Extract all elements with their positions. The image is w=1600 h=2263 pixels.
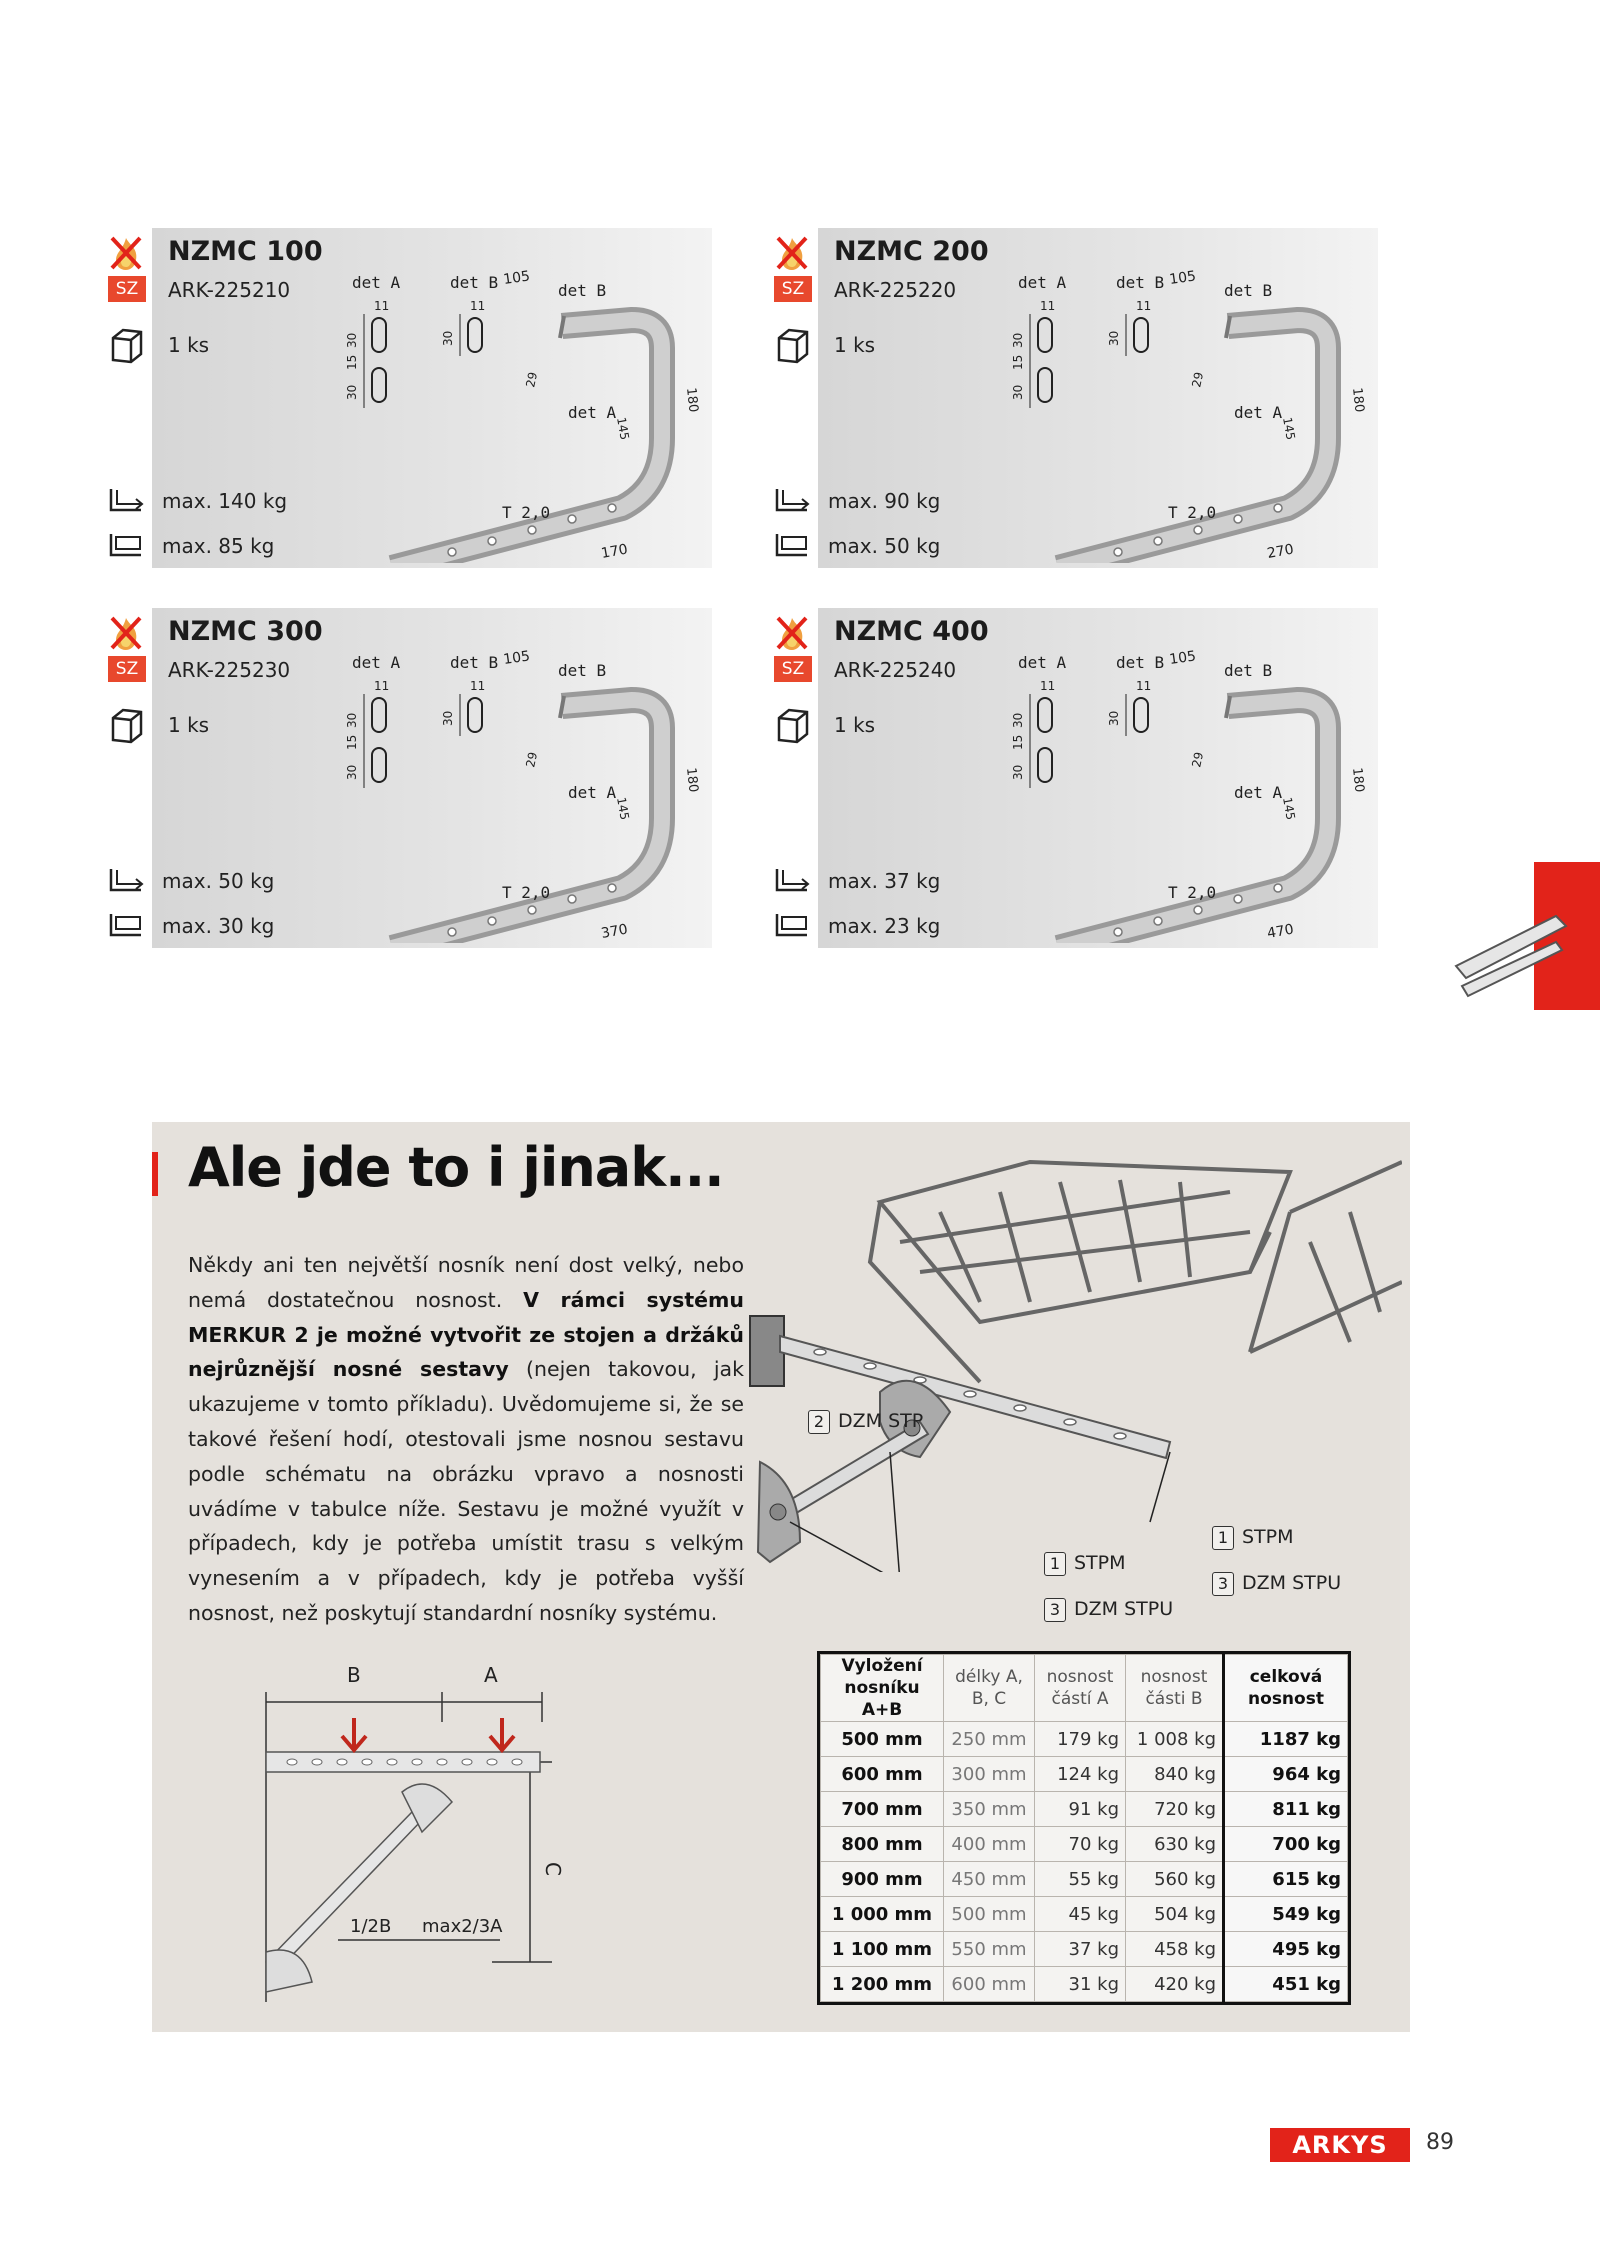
product-name: NZMC 200 [834,236,989,267]
max-load-spread: max. 85 kg [162,534,275,558]
bracket-drawing [302,268,702,563]
sz-badge: SZ [108,656,146,682]
dimension-det_b: det B [558,281,607,300]
dimension-det_a: det A [352,653,401,672]
para-bold: V rámci systému MERKUR 2 je možné vytvořit ze stojen a držáků nejrůznější nosné sestavy [188,1287,744,1382]
dimension-h: 180 [683,766,701,794]
table-cell: 811 kg [1224,1792,1348,1827]
table-cell: 900 mm [821,1862,944,1897]
dimension-r2: 145 [614,796,632,822]
load-schematic [252,1662,772,2012]
dimension-det_a: det A [352,273,401,292]
bracket-drawing [968,268,1368,563]
sz-badge: SZ [108,276,146,302]
no-fire-icon [108,614,144,652]
table-cell: 1 200 mm [821,1967,944,2002]
product-qty: 1 ks [168,713,210,737]
table-cell: 549 kg [1224,1897,1348,1932]
max-load-spread: max. 23 kg [828,914,941,938]
dimension-r2: 145 [1280,796,1298,822]
table-cell: 700 kg [1224,1827,1348,1862]
dimension-d2: 15 [345,734,359,750]
product-qty: 1 ks [834,713,876,737]
dimension-d4: 30 [1107,710,1121,726]
callout-stpm-a [1044,1552,1126,1576]
dimension-det_a: det A [1234,783,1283,802]
dimension-w: 11 [470,299,486,313]
table-cell: 1187 kg [1224,1722,1348,1757]
callout-num: 2 [808,1410,830,1434]
table-cell: 458 kg [1126,1932,1224,1967]
product-qty: 1 ks [834,333,876,357]
dimension-len: 270 [1265,541,1296,562]
table-row [821,1792,1348,1827]
no-fire-icon [774,614,810,652]
para-part-2: (nejen takovou, jak ukazujeme v tomto příkladu). Uvědomujeme si, že se takové řešení hodí, otestovali jsme nosnou sestavu podle schématu na obrázku vpravo a nosnosti uvádíme v tabulce níže. Sestavu je možné využít v případech, kdy je potřeba umístit trasu s velkým vynesením a v případech, kdy je potřeba vyšší nosnost, než poskytují standardní nosníky systému. [188,1357,744,1625]
table-cell: 630 kg [1126,1827,1224,1862]
product-card-1 [115,228,712,568]
dimension-det_a: det A [1018,273,1067,292]
bracket-thumbnail-icon [1446,906,1576,1006]
package-icon [774,326,812,364]
dimension-det_a: det A [568,783,617,802]
dimension-d2: 15 [345,354,359,370]
dimension-top: 105 [1168,268,1198,288]
bracket-drawing [968,648,1368,943]
dimension-h: 180 [683,386,701,414]
table-cell: 420 kg [1126,1967,1224,2002]
dimension-r2: 145 [1280,416,1298,442]
dimension-d4: 30 [441,710,455,726]
panel-heading: Ale jde to i jinak... [188,1136,724,1199]
dimension-w: 11 [1040,299,1056,313]
table-header-cell: nosnost části B [1126,1655,1224,1722]
dim-max-a: max2/3A [422,1916,503,1937]
dimension-d3: 30 [1011,384,1025,400]
dim-half-b: 1/2B [350,1916,392,1937]
no-fire-icon [108,234,144,272]
callout-num: 1 [1212,1526,1234,1550]
callout-label: STPM [1074,1552,1126,1574]
dimension-det_b: det B [450,273,499,292]
table-cell: 124 kg [1035,1757,1126,1792]
table-cell: 250 mm [944,1722,1035,1757]
dimension-d1: 30 [345,332,359,348]
table-cell: 700 mm [821,1792,944,1827]
table-cell: 1 008 kg [1126,1722,1224,1757]
assembly-panel [152,1122,1410,2032]
max-load-end: max. 50 kg [162,869,275,893]
table-cell: 550 mm [944,1932,1035,1967]
dimension-d4: 30 [441,330,455,346]
load-spread-icon [774,531,812,559]
dimension-t: T 2,0 [502,883,551,902]
dimension-d1: 30 [1011,712,1025,728]
load-spread-icon [774,911,812,939]
dimension-t: T 2,0 [502,503,551,522]
table-row [821,1827,1348,1862]
table-cell: 450 mm [944,1862,1035,1897]
table-cell: 37 kg [1035,1932,1126,1967]
product-card-4 [781,608,1378,948]
dimension-d3: 30 [345,764,359,780]
dimension-r: 29 [523,370,541,389]
dimension-w: 11 [470,679,486,693]
dimension-d2: 15 [1011,734,1025,750]
table-cell: 179 kg [1035,1722,1126,1757]
table-header-cell: Vyložení nosníku A+B [821,1655,944,1722]
dimension-w: 11 [374,299,390,313]
dimension-det_b: det B [1116,653,1165,672]
dimension-len: 470 [1265,921,1296,942]
callout-label: STPM [1242,1526,1294,1548]
callout-dzm-stp [808,1410,923,1434]
dimension-det_a: det A [1234,403,1283,422]
table-cell: 45 kg [1035,1897,1126,1932]
callout-label: DZM STP [838,1410,924,1432]
product-code: ARK-225230 [168,658,291,682]
max-load-end: max. 140 kg [162,489,288,513]
table-row [821,1897,1348,1932]
table-row [821,1757,1348,1792]
table-row [821,1862,1348,1897]
table-cell: 500 mm [821,1722,944,1757]
table-cell: 300 mm [944,1757,1035,1792]
table-header-row [821,1655,1348,1722]
table-cell: 91 kg [1035,1792,1126,1827]
load-end-icon [108,486,146,514]
panel-paragraph [188,1248,744,1631]
table-cell: 1 100 mm [821,1932,944,1967]
load-spread-icon [108,531,146,559]
table-cell: 31 kg [1035,1967,1126,2002]
product-name: NZMC 400 [834,616,989,647]
table-cell: 1 000 mm [821,1897,944,1932]
para-part-1: Někdy ani ten největší nosník není dost velký, nebo nemá dostatečnou nosnost. [188,1253,744,1312]
assembly-illustration [730,1152,1402,1572]
product-qty: 1 ks [168,333,210,357]
product-name: NZMC 300 [168,616,323,647]
max-load-end: max. 90 kg [828,489,941,513]
product-card-2 [781,228,1378,568]
capacity-table [820,1654,1348,2002]
dimension-w: 11 [374,679,390,693]
table-row [821,1932,1348,1967]
product-code: ARK-225210 [168,278,291,302]
table-cell: 615 kg [1224,1862,1348,1897]
table-cell: 504 kg [1126,1897,1224,1932]
dimension-r: 29 [1189,370,1207,389]
load-end-icon [774,486,812,514]
sz-badge: SZ [774,656,812,682]
package-icon [108,706,146,744]
arkys-logo: ARKYS [1270,2128,1410,2162]
load-end-icon [108,866,146,894]
table-cell: 840 kg [1126,1757,1224,1792]
product-name: NZMC 100 [168,236,323,267]
callout-dzm-stpu-b [1212,1572,1341,1596]
table-cell: 800 mm [821,1827,944,1862]
table-cell: 720 kg [1126,1792,1224,1827]
dimension-top: 105 [502,268,532,288]
bracket-drawing [302,648,702,943]
dimension-h: 180 [1349,766,1367,794]
heading-accent [152,1152,158,1196]
table-row [821,1967,1348,2002]
table-cell: 500 mm [944,1897,1035,1932]
dimension-len: 370 [599,921,630,942]
callout-stpm-b [1212,1526,1294,1550]
dim-a: A [484,1663,498,1687]
dim-b: B [347,1663,361,1687]
table-row [821,1722,1348,1757]
dimension-r: 29 [1189,750,1207,769]
dimension-top: 105 [1168,648,1198,668]
table-cell: 70 kg [1035,1827,1126,1862]
max-load-spread: max. 50 kg [828,534,941,558]
dimension-det_b: det B [450,653,499,672]
load-spread-icon [108,911,146,939]
table-cell: 55 kg [1035,1862,1126,1897]
max-load-spread: max. 30 kg [162,914,275,938]
dimension-top: 105 [502,648,532,668]
callout-num: 1 [1044,1552,1066,1576]
product-card-3 [115,608,712,948]
callout-label: DZM STPU [1242,1572,1342,1594]
table-cell: 495 kg [1224,1932,1348,1967]
table-cell: 560 kg [1126,1862,1224,1897]
callout-label: DZM STPU [1074,1598,1174,1620]
dim-c: C [541,1862,565,1876]
dimension-det_b: det B [558,661,607,680]
load-end-icon [774,866,812,894]
dimension-d3: 30 [345,384,359,400]
callout-num: 3 [1044,1598,1066,1622]
dimension-r2: 145 [614,416,632,442]
table-cell: 451 kg [1224,1967,1348,2002]
dimension-t: T 2,0 [1168,503,1217,522]
dimension-det_b: det B [1116,273,1165,292]
no-fire-icon [774,234,810,272]
dimension-t: T 2,0 [1168,883,1217,902]
table-cell: 964 kg [1224,1757,1348,1792]
dimension-w: 11 [1136,679,1152,693]
table-header-cell: nosnost částí A [1035,1655,1126,1722]
table-cell: 600 mm [944,1967,1035,2002]
dimension-det_b: det B [1224,661,1273,680]
dimension-len: 170 [599,541,630,562]
dimension-d3: 30 [1011,764,1025,780]
dimension-w: 11 [1040,679,1056,693]
dimension-d1: 30 [345,712,359,728]
dimension-d4: 30 [1107,330,1121,346]
package-icon [108,326,146,364]
table-cell: 350 mm [944,1792,1035,1827]
callout-dzm-stpu-a [1044,1598,1173,1622]
dimension-det_a: det A [568,403,617,422]
dimension-det_b: det B [1224,281,1273,300]
package-icon [774,706,812,744]
table-cell: 400 mm [944,1827,1035,1862]
table-header-cell: délky A, B, C [944,1655,1035,1722]
callout-num: 3 [1212,1572,1234,1596]
sz-badge: SZ [774,276,812,302]
dimension-d1: 30 [1011,332,1025,348]
product-code: ARK-225220 [834,278,957,302]
dimension-d2: 15 [1011,354,1025,370]
page-number: 89 [1426,2130,1454,2155]
table-header-cell: celková nosnost [1224,1655,1348,1722]
product-code: ARK-225240 [834,658,957,682]
dimension-r: 29 [523,750,541,769]
table-cell: 600 mm [821,1757,944,1792]
max-load-end: max. 37 kg [828,869,941,893]
dimension-det_a: det A [1018,653,1067,672]
dimension-h: 180 [1349,386,1367,414]
dimension-w: 11 [1136,299,1152,313]
